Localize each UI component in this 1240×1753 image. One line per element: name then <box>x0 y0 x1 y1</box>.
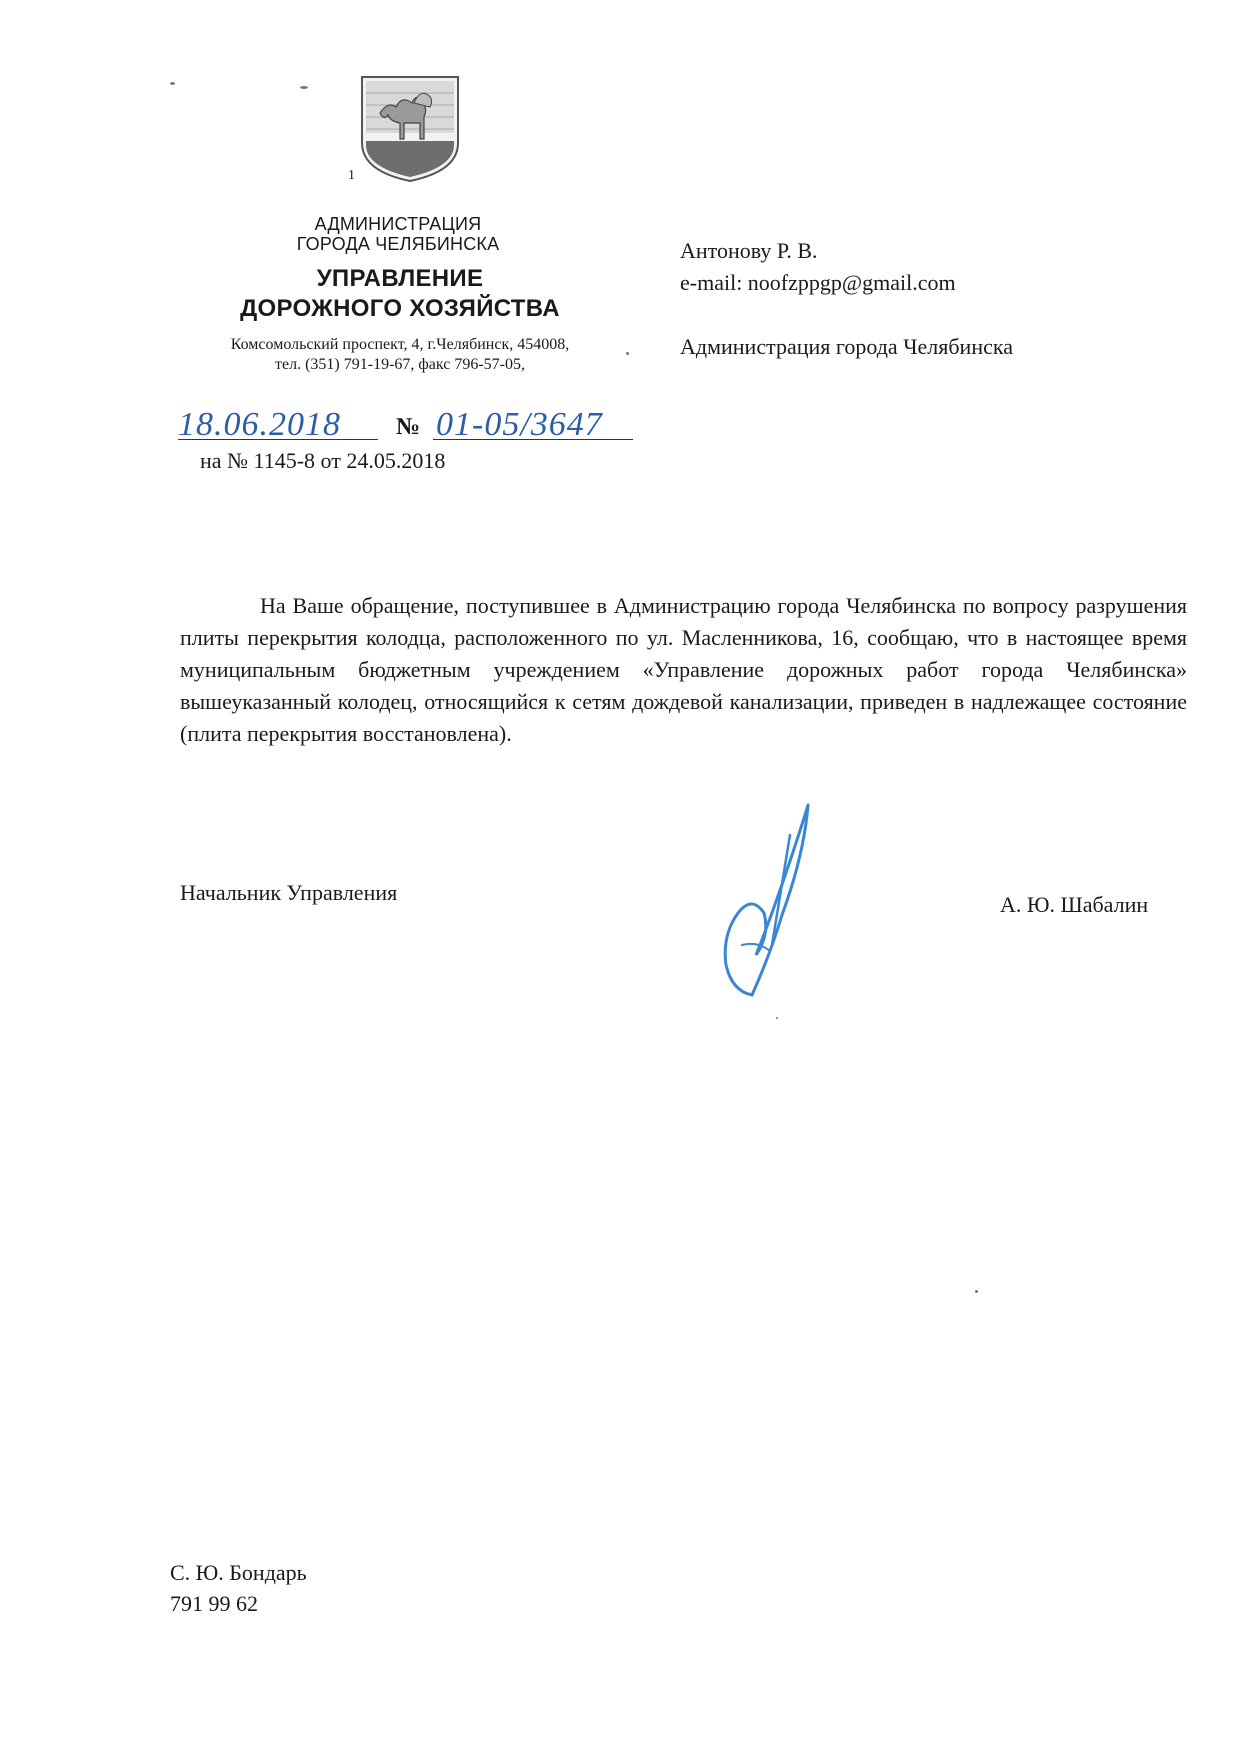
reference-line: на № 1145-8 от 24.05.2018 <box>200 448 446 473</box>
number-underline <box>433 439 633 440</box>
city-coat-of-arms-emblem <box>358 73 462 185</box>
dept-line-1: УПРАВЛЕНИЕ <box>316 265 484 292</box>
scan-speck <box>170 82 175 85</box>
signatory-name: А. Ю. Шабалин <box>1000 892 1149 917</box>
registration-date: 18.06.2018 <box>178 406 341 443</box>
scan-speck <box>776 1017 778 1019</box>
registration-number: 01-05/3647 <box>436 406 603 443</box>
registration-block <box>178 406 638 446</box>
executor-name: С. Ю. Бондарь <box>170 1560 307 1585</box>
signatory-title: Начальник Управления <box>180 880 398 905</box>
recipient-name: Антонову Р. В. <box>680 238 818 263</box>
letterhead-address <box>180 335 620 375</box>
handwritten-signature-icon <box>712 795 832 1005</box>
letterhead-administration <box>268 214 528 254</box>
emblem-mark: 1 <box>348 168 355 183</box>
letterhead-department <box>200 264 600 324</box>
dept-line-2: ДОРОЖНОГО ХОЗЯЙСТВА <box>240 295 560 322</box>
recipient-organization: Администрация города Челябинска <box>680 334 1013 359</box>
scan-speck <box>626 352 629 355</box>
recipient-email: e-mail: noofzppgp@gmail.com <box>680 270 956 295</box>
address-line-1: Комсомольский проспект, 4, г.Челябинск, 454008, <box>230 336 570 353</box>
address-line-2: тел. (351) 791-19-67, факс 796-57-05, <box>275 356 525 373</box>
executor-phone: 791 99 62 <box>170 1591 258 1616</box>
letter-body-paragraph: На Ваше обращение, поступившее в Администрацию города Челябинска по вопросу разрушения плиты перекрытия колодца, расположенного по ул. Масленникова, 16, сообщаю, что в настоящее время муниципальным бюджетным учреждением «Управление дорожных работ города Челябинска» вышеуказанный колодец, относящийся к сетям дождевой канализации, приведен в надлежащее состояние (плита перекрытия восстановлена). <box>180 593 1187 746</box>
admin-line-2: ГОРОДА ЧЕЛЯБИНСКА <box>296 234 500 254</box>
scan-speck <box>300 86 308 89</box>
admin-line-1: АДМИНИСТРАЦИЯ <box>314 214 482 234</box>
date-underline <box>178 439 378 440</box>
scan-speck <box>975 1290 978 1293</box>
number-sign: № <box>396 414 421 440</box>
